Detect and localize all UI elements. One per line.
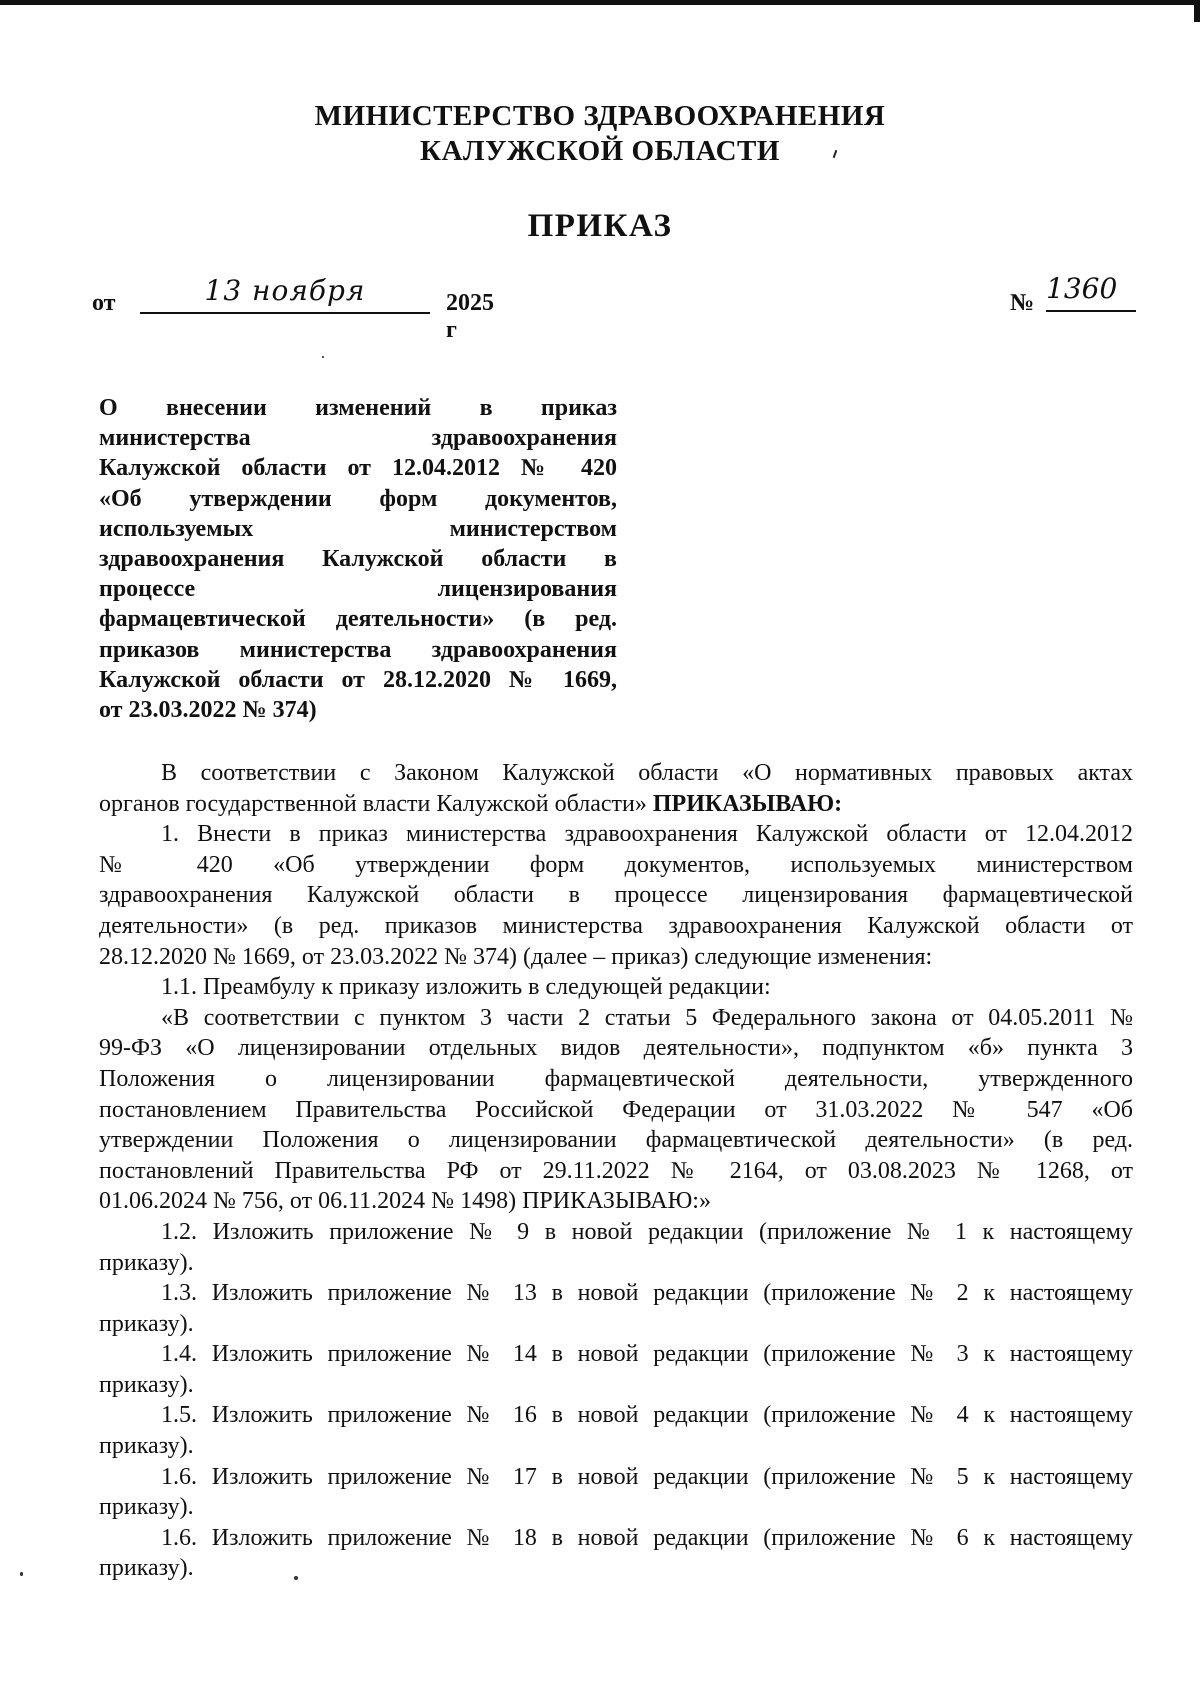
subject-line: процессе лицензирования <box>99 576 617 603</box>
quoted-preamble-line: «В соответствии с пунктом 3 части 2 статьи 5 Федерального закона от 04.05.2011 № <box>161 1004 1133 1031</box>
scan-right-edge <box>1194 0 1200 22</box>
subject-line: используемых министерством <box>99 515 617 542</box>
order-directive: ПРИКАЗЫВАЮ: <box>652 790 843 817</box>
subject-line: от 23.03.2022 № 374) <box>99 696 317 723</box>
quoted-preamble-line: 99-ФЗ «О лицензировании отдельных видов деятельности», подпунктом «б» пункта 3 <box>99 1035 1133 1062</box>
subject-line: фармацевтической деятельности» (в ред. <box>99 606 617 633</box>
quoted-preamble-line: 01.06.2024 № 756, от 06.11.2024 № 1498) ПРИКАЗЫВАЮ:» <box>99 1188 711 1215</box>
date-prefix: от <box>92 290 116 316</box>
ministry-name-line1: МИНИСТЕРСТВО ЗДРАВООХРАНЕНИЯ <box>314 100 886 132</box>
quoted-preamble-line: Положения о лицензировании фармацевтической деятельности, утвержденного <box>99 1065 1133 1092</box>
sub-item-line: приказу). <box>99 1249 194 1276</box>
date-year: 2025 г <box>446 290 494 343</box>
sub-item-line: приказу). <box>99 1555 194 1582</box>
scan-speck <box>20 1572 23 1576</box>
scan-speck <box>294 1576 298 1580</box>
preamble-line: В соответствии с Законом Калужской области «О нормативных правовых актах <box>161 760 1133 786</box>
scan-speck <box>322 356 324 358</box>
item-1-line: 1. Внести в приказ министерства здравоохранения Калужской области от 12.04.2012 <box>161 821 1133 848</box>
document-type-title: ПРИКАЗ <box>527 208 673 244</box>
subject-line: Калужской области от 28.12.2020 № 1669, <box>99 666 617 693</box>
number-sign: № <box>1010 290 1035 316</box>
item-1-1: 1.1. Преамбулу к приказу изложить в следующей редакции: <box>161 974 771 1001</box>
subject-block <box>99 393 617 725</box>
subject-line: здравоохранения Калужской области в <box>99 545 617 572</box>
sub-item-line: 1.6. Изложить приложение № 17 в новой редакции (приложение № 5 к настоящему <box>161 1463 1133 1490</box>
item-1-line: 28.12.2020 № 1669, от 23.03.2022 № 374) (далее – приказ) следующие изменения: <box>99 943 933 970</box>
item-1-line: № 420 «Об утверждении форм документов, используемых министерством <box>99 851 1133 878</box>
sub-item-line: 1.4. Изложить приложение № 14 в новой редакции (приложение № 3 к настоящему <box>161 1341 1133 1368</box>
sub-item-line: приказу). <box>99 1433 194 1460</box>
quoted-preamble-line: постановлением Правительства Российской Федерации от 31.03.2022 № 547 «Об <box>99 1096 1133 1123</box>
subject-line: министерства здравоохранения <box>99 425 617 452</box>
sub-item-line: 1.6. Изложить приложение № 18 в новой редакции (приложение № 6 к настоящему <box>161 1524 1133 1551</box>
subject-line: О внесении изменений в приказ <box>99 395 617 421</box>
sub-item-line: приказу). <box>99 1310 194 1337</box>
sub-item-line: 1.3. Изложить приложение № 13 в новой редакции (приложение № 2 к настоящему <box>161 1280 1133 1307</box>
quoted-preamble-line: утверждении Положения о лицензировании фармацевтической деятельности» (в ред. <box>99 1127 1133 1154</box>
quoted-preamble-line: постановлений Правительства РФ от 29.11.2022 № 2164, от 03.08.2023 № 1268, от <box>99 1157 1133 1184</box>
ministry-name-line2: КАЛУЖСКОЙ ОБЛАСТИ <box>420 135 780 167</box>
sub-item-line: приказу). <box>99 1494 194 1521</box>
subject-line: Калужской области от 12.04.2012 № 420 <box>99 455 617 482</box>
subject-line: «Об утверждении форм документов, <box>99 485 617 512</box>
sub-item-line: приказу). <box>99 1371 194 1398</box>
preamble-line: органов государственной власти Калужской области» ПРИКАЗЫВАЮ: <box>99 790 843 817</box>
sub-item-line: 1.5. Изложить приложение № 16 в новой редакции (приложение № 4 к настоящему <box>161 1402 1133 1429</box>
handwritten-date: 13 ноября <box>140 274 430 314</box>
item-1-line: здравоохранения Калужской области в процессе лицензирования фармацевтической <box>99 882 1133 909</box>
order-body <box>99 758 1133 1584</box>
handwritten-order-number: 1360 <box>1046 272 1136 312</box>
subject-line: приказов министерства здравоохранения <box>99 636 617 663</box>
sub-item-line: 1.2. Изложить приложение № 9 в новой редакции (приложение № 1 к настоящему <box>161 1218 1133 1245</box>
scan-top-edge <box>0 0 1200 5</box>
item-1-line: деятельности» (в ред. приказов министерства здравоохранения Калужской области от <box>99 912 1133 939</box>
